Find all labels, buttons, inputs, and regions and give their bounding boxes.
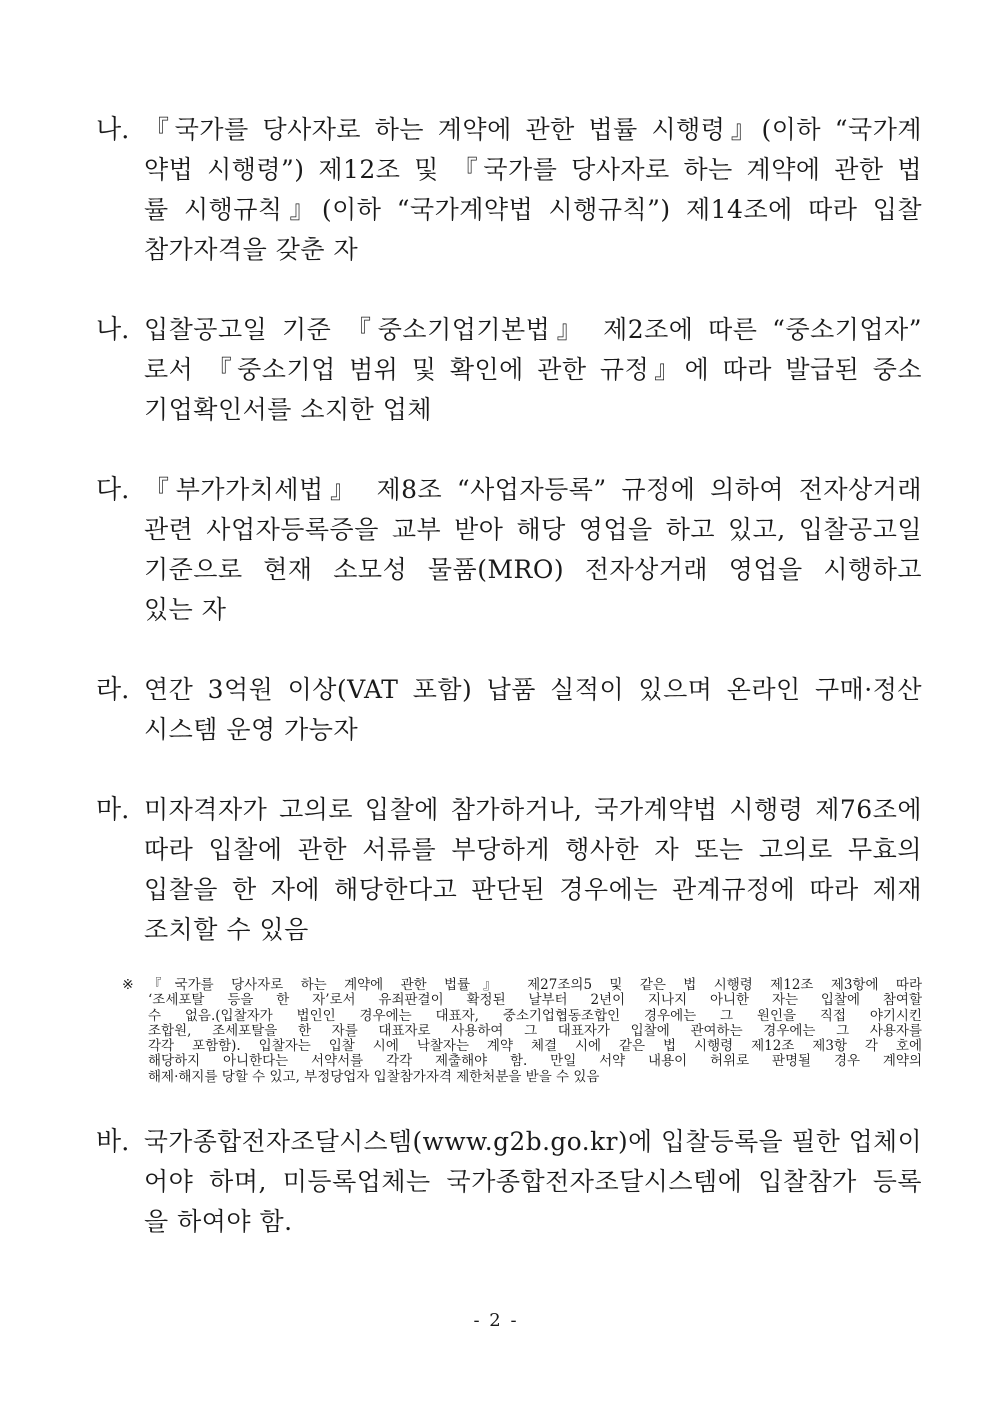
text-line: 참가자격을 갖춘 자 <box>144 235 359 264</box>
item-marker: 다. <box>96 475 130 505</box>
text-line: 입찰을 한 자에 해당한다고 판단된 경우에는 관계규정에 따라 제재 <box>144 875 922 904</box>
text-line: 률 시행규칙』(이하 “국가계약법 시행규칙”) 제14조에 따라 입찰 <box>144 195 922 224</box>
item-text <box>144 310 922 430</box>
text-line: 『국가를 당사자로 하는 계약에 관한 법률 시행령』(이하 “국가계 <box>144 115 922 144</box>
item-text <box>144 670 922 750</box>
list-item <box>96 470 922 630</box>
footnote-text <box>148 978 922 1085</box>
list-item <box>96 110 922 270</box>
list-item <box>96 670 922 750</box>
item-marker: 마. <box>96 795 130 825</box>
text-line: 따라 입찰에 관한 서류를 부당하게 행사한 자 또는 고의로 무효의 <box>144 835 922 864</box>
item-text <box>144 110 922 270</box>
text-line: 기준으로 현재 소모성 물품(MRO) 전자상거래 영업을 시행하고 <box>144 555 922 584</box>
footnote-line: 해제·해지를 당할 수 있고, 부정당업자 입찰참가자격 제한처분을 받을 수 있음 <box>148 1068 600 1085</box>
text-line: 국가종합전자조달시스템(www.g2b.go.kr)에 입찰등록을 필한 업체이 <box>144 1127 922 1156</box>
list-item <box>96 310 922 430</box>
text-line: 을 하여야 함. <box>144 1207 293 1236</box>
reference-mark: ※ <box>122 977 134 993</box>
item-marker: 바. <box>96 1127 130 1157</box>
item-marker: 라. <box>96 675 130 705</box>
item-marker: 나. <box>96 115 130 145</box>
text-line: 기업확인서를 소지한 업체 <box>144 395 433 424</box>
text-line: 로서 『중소기업 범위 및 확인에 관한 규정』에 따라 발급된 중소 <box>144 355 922 384</box>
footnote-line: 『국가를 당사자로 하는 계약에 관한 법률』 제27조의5 및 같은 법 시행령 제12조 제3항에 따라 <box>148 977 922 993</box>
text-line: 시스템 운영 가능자 <box>144 715 359 744</box>
item-text <box>144 790 922 950</box>
list-item <box>96 1122 922 1242</box>
item-text <box>144 1122 922 1242</box>
text-line: 있는 자 <box>144 595 227 624</box>
text-line: 관련 사업자등록증을 교부 받아 해당 영업을 하고 있고, 입찰공고일 <box>144 515 922 544</box>
text-line: 약법 시행령”) 제12조 및 『국가를 당사자로 하는 계약에 관한 법 <box>144 155 922 184</box>
text-line: 조치할 수 있음 <box>144 915 309 944</box>
text-line: 미자격자가 고의로 입찰에 참가하거나, 국가계약법 시행령 제76조에 <box>144 795 922 824</box>
list-item <box>96 790 922 950</box>
footnote-line: ‘조세포탈 등을 한 자’로서 유죄판결이 확정된 날부터 2년이 지나지 아니한 자는 입찰에 참여할 <box>148 992 922 1009</box>
item-marker: 나. <box>96 315 130 345</box>
footnote-line: 수 없음.(입찰자가 법인인 경우에는 대표자, 중소기업협동조합인 경우에는 그 원인을 직접 야기시킨 <box>148 1007 922 1024</box>
footnote-line: 해당하지 아니한다는 서약서를 각각 제출해야 함. 만일 서약 내용이 허위로 판명될 경우 계약의 <box>148 1053 922 1070</box>
footnote-line: 조합원, 조세포탈을 한 자를 대표자로 사용하여 그 대표자가 입찰에 관여하는 경우에는 그 사용자를 <box>148 1022 922 1039</box>
item-text <box>144 470 922 630</box>
text-line: 입찰공고일 기준 『중소기업기본법』 제2조에 따른 “중소기업자” <box>144 315 922 344</box>
footnote <box>122 978 922 1085</box>
page-number: - 2 - <box>473 1310 519 1331</box>
footnote-line: 각각 포함함). 입찰자는 입찰 시에 낙찰자는 계약 체결 시에 같은 법 시행령 제12조 제3항 각 호에 <box>148 1038 922 1055</box>
text-line: 『부가가치세법』 제8조 “사업자등록” 규정에 의하여 전자상거래 <box>144 475 922 504</box>
text-line: 연간 3억원 이상(VAT 포함) 납품 실적이 있으며 온라인 구매·정산 <box>144 675 922 704</box>
text-line: 어야 하며, 미등록업체는 국가종합전자조달시스템에 입찰참가 등록 <box>144 1167 922 1196</box>
